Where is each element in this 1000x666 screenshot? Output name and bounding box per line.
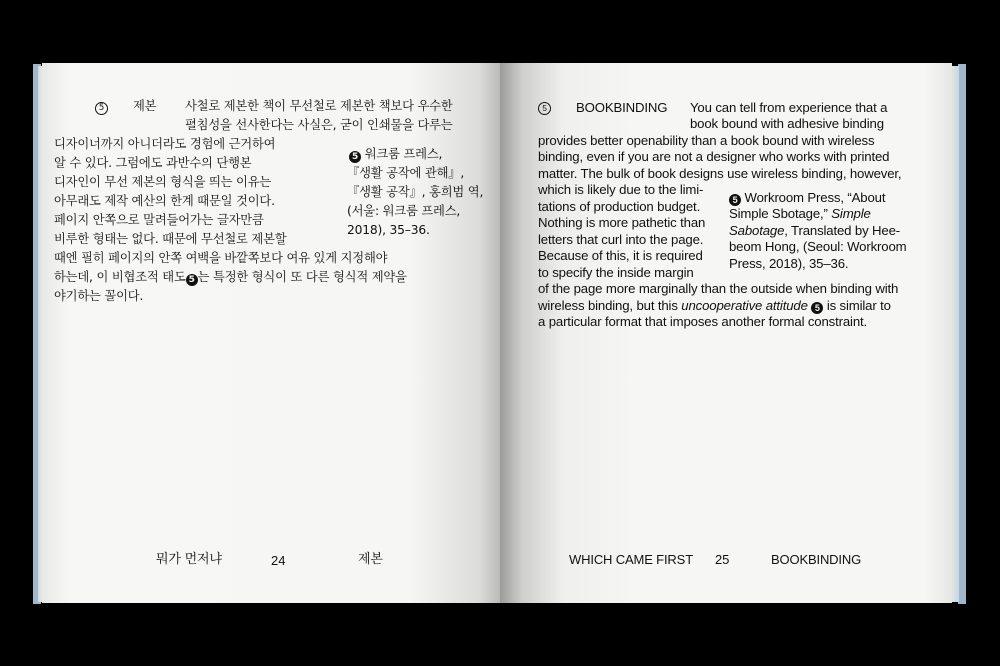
left-body-line: 사철로 제본한 책이 무선철로 제본한 책보다 우수한 xyxy=(185,99,453,113)
left-section-marker: 5 xyxy=(95,97,108,116)
left-footnote-line: 『생활 공작』, 홍희범 역, xyxy=(347,185,484,199)
right-footnote-line: Simple Sbotage,” Simple xyxy=(729,206,871,221)
right-body-line: letters that curl into the page. xyxy=(538,232,704,247)
right-body-line: wireless binding, but this uncooperative attitude 5 is similar to xyxy=(538,298,891,313)
right-page xyxy=(500,63,952,603)
right-footnote: 5 Workroom Press, “About xyxy=(729,190,885,207)
right-body-line: to specify the inside margin xyxy=(538,265,694,280)
footnote-marker-icon: 5 xyxy=(186,274,198,286)
left-body-line: 때엔 필히 페이지의 안쪽 여백을 바깥쪽보다 여유 있게 지정해야 xyxy=(54,251,388,265)
left-body-line: 하는데, 이 비협조적 태도 5 는 특정한 형식이 또 다른 형식적 제약을 xyxy=(54,270,407,285)
left-footnote: 5 워크룸 프레스, xyxy=(349,145,442,164)
right-body-line: You can tell from experience that a xyxy=(690,100,888,115)
right-page-number: 25 xyxy=(715,552,730,567)
left-footnote-line: (서울: 워크룸 프레스, xyxy=(347,204,461,218)
left-body-line: 디자이너까지 아니더라도 경험에 근거하여 xyxy=(54,137,276,151)
left-running-section: 제본 xyxy=(358,552,383,567)
left-page xyxy=(42,63,502,603)
left-footnote-line: 2018), 35–36. xyxy=(347,223,430,237)
right-body-line: matter. The bulk of book designs use wireless binding, however, xyxy=(538,166,902,181)
left-body-line: 비루한 형태는 없다. 때문에 무선철로 제본할 xyxy=(54,232,287,246)
left-body-line: 아무래도 제작 예산의 한계 때문일 것이다. xyxy=(54,194,275,208)
right-section-label: BOOKBINDING xyxy=(576,100,668,115)
left-footnote-line: 『생활 공작에 관해』, xyxy=(347,166,465,180)
left-section-label: 제본 xyxy=(133,99,157,113)
right-body-line: which is likely due to the limi- xyxy=(538,182,704,197)
left-running-title: 뭐가 먼저냐 xyxy=(156,552,222,567)
left-body-line: 페이지 안쪽으로 말려들어가는 글자만큼 xyxy=(54,213,264,227)
right-body-line: Because of this, it is required xyxy=(538,248,703,263)
right-body-line: book bound with adhesive binding xyxy=(690,116,884,131)
right-running-section: BOOKBINDING xyxy=(771,552,862,567)
right-footnote-line: Press, 2018), 35–36. xyxy=(729,256,849,271)
right-footnote-line: beom Hong, (Seoul: Workroom xyxy=(729,239,907,254)
right-body-line: binding, even if you are not a designer who works with printed xyxy=(538,149,890,164)
left-page-number: 24 xyxy=(271,553,286,568)
left-body-line: 펼침성을 선사한다는 사실은, 굳이 인쇄물을 다루는 xyxy=(185,118,453,132)
right-body-line: provides better openability than a book bound with wireless xyxy=(538,133,875,148)
right-body-line: Nothing is more pathetic than xyxy=(538,215,706,230)
footnote-marker-icon: 5 xyxy=(811,302,823,314)
right-body-line: tations of production budget. xyxy=(538,199,701,214)
left-body-line: 야기하는 꼴이다. xyxy=(54,289,144,303)
right-body-line: a particular format that imposes another formal constraint. xyxy=(538,314,868,329)
right-running-title: WHICH CAME FIRST xyxy=(569,552,693,567)
right-footnote-line: Sabotage, Translated by Hee- xyxy=(729,223,901,238)
right-body-line: of the page more marginally than the outside when binding with xyxy=(538,281,899,296)
right-section-marker: 5 xyxy=(538,99,551,116)
back-cover-edge-right xyxy=(958,64,966,604)
left-body-line: 알 수 있다. 그럼에도 과반수의 단행본 xyxy=(54,156,252,170)
left-body-line: 디자인이 무선 제본의 형식을 띄는 이유는 xyxy=(54,175,272,189)
